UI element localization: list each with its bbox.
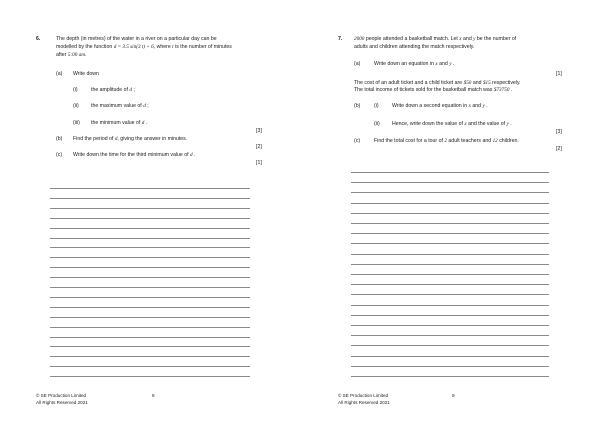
answer-line[interactable]	[50, 257, 250, 258]
part-a-iii-text: the minimum value of d .	[91, 120, 148, 126]
answer-line[interactable]	[351, 345, 549, 346]
answer-line[interactable]	[351, 305, 549, 306]
question-6-stem-line-1: The depth (in metres) of the water in a river on a particular day can be	[56, 36, 217, 42]
question-6-stem-line-3: after 5:00 am.	[56, 52, 87, 58]
q7-info-line-1: The cost of an adult ticket and a child ticket are $50 and $15 respectively.	[354, 80, 521, 86]
part-a-i-text: the amplitude of d ;	[91, 87, 135, 93]
answer-line[interactable]	[351, 274, 549, 275]
answer-line[interactable]	[50, 287, 250, 288]
question-7-stem-line-1: 2000 people attended a basketball match. Let x and y be the number of	[354, 36, 517, 42]
answer-line[interactable]	[351, 172, 549, 173]
part-a-text: Write down	[73, 71, 99, 77]
footer-copyright: © SE Production Limited	[36, 393, 87, 398]
answer-line[interactable]	[351, 182, 549, 183]
question-7-number: 7.	[338, 36, 343, 42]
q7-part-b-ii-text: Hence, write down the value of x and the value of y .	[392, 121, 512, 127]
page-number: 8	[152, 393, 155, 398]
answer-line[interactable]	[351, 284, 549, 285]
answer-line[interactable]	[50, 218, 250, 219]
q7-part-b-label: (b)	[354, 103, 361, 109]
q7-part-c-text: Find the total cost for a tour of 2 adult teachers and 12 children.	[374, 138, 519, 144]
q7-part-c-label: (c)	[354, 138, 361, 144]
answer-line[interactable]	[50, 327, 250, 328]
answer-line[interactable]	[50, 356, 250, 357]
answer-line[interactable]	[50, 277, 250, 278]
answer-line[interactable]	[50, 188, 250, 189]
part-a-iii-label: (iii)	[73, 120, 80, 126]
q7-part-b-ii-label: (ii)	[374, 121, 380, 127]
answer-line[interactable]	[351, 264, 549, 265]
answer-line[interactable]	[351, 366, 549, 367]
part-c-label: (c)	[56, 152, 63, 158]
answer-line[interactable]	[50, 346, 250, 347]
part-a-marks: [3]	[256, 128, 262, 134]
footer-copyright: © SE Production Limited	[338, 393, 389, 398]
answer-line[interactable]	[351, 233, 549, 234]
question-7-stem-line-2: adults and children attending the match respectively.	[354, 44, 475, 50]
answer-line[interactable]	[351, 213, 549, 214]
answer-line[interactable]	[351, 192, 549, 193]
question-6-stem-line-2: modelled by the function d = 3.5 sin(3 t) + 6, where t is the number of minutes	[56, 44, 232, 50]
answer-line[interactable]	[50, 228, 250, 229]
answer-line[interactable]	[50, 366, 250, 367]
answer-line[interactable]	[351, 315, 549, 316]
part-a-ii-label: (ii)	[73, 103, 79, 109]
answer-line[interactable]	[351, 243, 549, 244]
footer-rights: All Rights Reserved 2021	[36, 400, 88, 405]
q7-part-c-marks: [2]	[556, 146, 562, 152]
q7-part-a-label: (a)	[354, 61, 361, 67]
answer-line[interactable]	[351, 254, 549, 255]
part-b-text: Find the period of d, giving the answer in minutes.	[73, 136, 188, 142]
part-c-marks: [1]	[256, 160, 262, 166]
answer-line[interactable]	[50, 198, 250, 199]
footer-rights: All Rights Reserved 2021	[338, 400, 390, 405]
answer-line[interactable]	[351, 335, 549, 336]
answer-line[interactable]	[50, 307, 250, 308]
q7-part-b-i-text: Write down a second equation in x and y .	[392, 103, 488, 109]
q7-part-a-text: Write down an equation in x and y .	[374, 61, 455, 67]
q7-info-line-2: The total income of tickets sold for the basketball match was $73750 .	[354, 87, 513, 93]
q7-part-b-marks: [3]	[556, 129, 562, 135]
part-a-ii-text: the maximum value of d ;	[91, 103, 149, 109]
question-6-number: 6.	[36, 36, 41, 42]
right-page	[300, 0, 600, 424]
answer-line[interactable]	[50, 267, 250, 268]
depth-function: d = 3.5 sin(3 t) + 6	[113, 44, 154, 50]
answer-line[interactable]	[351, 325, 549, 326]
part-b-label: (b)	[56, 136, 63, 142]
part-a-label: (a)	[56, 71, 63, 77]
answer-line[interactable]	[50, 247, 250, 248]
answer-line[interactable]	[50, 376, 250, 377]
answer-line[interactable]	[50, 337, 250, 338]
answer-line[interactable]	[351, 294, 549, 295]
part-b-marks: [2]	[256, 144, 262, 150]
answer-line[interactable]	[351, 356, 549, 357]
answer-line[interactable]	[351, 223, 549, 224]
answer-line[interactable]	[50, 238, 250, 239]
page-number: 9	[452, 393, 455, 398]
part-a-i-label: (i)	[73, 87, 78, 93]
answer-line[interactable]	[50, 208, 250, 209]
q7-part-a-marks: [1]	[556, 71, 562, 77]
answer-line[interactable]	[50, 317, 250, 318]
answer-line[interactable]	[351, 376, 549, 377]
part-c-text: Write down the time for the third minimum value of d .	[73, 152, 196, 158]
q7-part-b-i-label: (i)	[374, 103, 379, 109]
answer-line[interactable]	[50, 297, 250, 298]
answer-line[interactable]	[351, 203, 549, 204]
